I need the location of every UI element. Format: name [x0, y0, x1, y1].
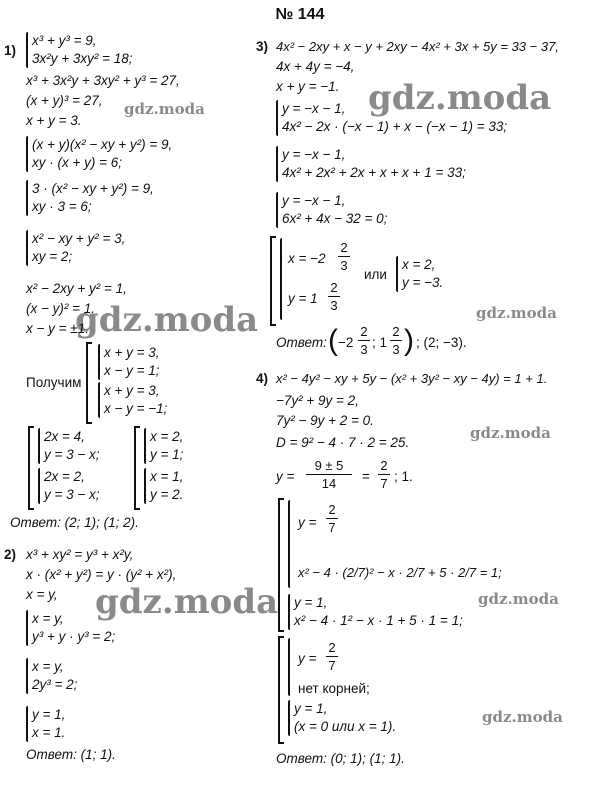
equation: (x + y)(x² − xy + y²) = 9,	[32, 137, 173, 152]
equation: y = −3.	[402, 275, 444, 290]
watermark: gdz.moda	[95, 582, 279, 622]
paren-close: )	[404, 324, 414, 357]
equation: x · (x² + y²) = y · (y² + x²),	[26, 567, 177, 582]
fraction: 9 ± 5 14	[306, 458, 352, 491]
equation: x³ + y³ = 9,	[32, 33, 97, 48]
equation: 4x + 4y = −4,	[276, 59, 355, 74]
equation: x³ + 3x²y + 3xy² + y³ = 27,	[26, 73, 180, 88]
equation: y =	[298, 651, 317, 666]
equation: x = y,	[32, 659, 64, 674]
set-bracket	[278, 498, 284, 632]
text-label: Получим	[26, 375, 82, 390]
equation: 4x² − 2xy + x − y + 2xy − 4x² + 3x + 5y = 33 − 37,	[276, 39, 559, 54]
system-brace	[26, 658, 28, 694]
equation: 3x²y + 3xy² = 18;	[32, 51, 133, 66]
equation: y = −x − 1,	[282, 193, 346, 208]
equation: x − y = −1;	[104, 401, 168, 416]
system-brace	[26, 32, 28, 68]
equation: y = 3 − x;	[44, 487, 100, 502]
equation: x + y = 3,	[104, 383, 160, 398]
equation: xy · 3 = 6;	[32, 199, 92, 214]
equation: y = 2.	[150, 487, 184, 502]
equation: x = 2,	[402, 257, 436, 272]
equation: 3 · (x² − xy + y²) = 9,	[32, 181, 154, 196]
answer: Ответ: (0; 1); (1; 1).	[276, 751, 405, 766]
system-brace	[396, 256, 398, 292]
part-number: 4)	[256, 371, 269, 386]
fraction: 2 3	[358, 324, 370, 357]
equation: x = −2	[288, 251, 326, 266]
equation: x + y = 3.	[26, 113, 82, 128]
answer: Ответ: (1; 1).	[26, 747, 116, 762]
text-no-roots: нет корней;	[298, 681, 370, 696]
watermark: gdz.moda	[124, 100, 205, 118]
system-brace	[288, 638, 290, 696]
system-brace	[38, 468, 40, 504]
watermark: gdz.moda	[478, 590, 559, 608]
system-brace	[38, 428, 40, 464]
equation: y =	[276, 469, 295, 484]
fraction: 2 3	[328, 280, 340, 313]
equation: (x − y)² = 1.	[26, 301, 96, 316]
system-brace	[98, 344, 100, 380]
system-brace	[276, 100, 278, 136]
equation: (x = 0 или x = 1).	[294, 719, 397, 734]
part-number: 3)	[256, 39, 269, 54]
equation: y = −x − 1,	[282, 101, 346, 116]
equation: x + y = −1.	[276, 79, 340, 94]
equation: x² − 4y² − xy + 5y − (x² + 3y² − xy − 4y) = 1 + 1.	[276, 371, 548, 386]
equation: 7y² − 9y + 2 = 0.	[276, 413, 374, 428]
equation: =	[362, 469, 370, 484]
system-brace	[288, 700, 290, 736]
watermark: gdz.moda	[470, 424, 551, 442]
equation: y = −x − 1,	[282, 147, 346, 162]
equation: (x + y)³ = 27,	[26, 93, 103, 108]
answer: Ответ: (2; 1); (1; 2).	[10, 515, 139, 530]
equation: 2y³ = 2;	[32, 677, 78, 692]
fraction: 2 3	[390, 324, 402, 357]
system-brace	[276, 146, 278, 182]
set-bracket	[270, 236, 276, 326]
problem-number: № 144	[275, 6, 325, 23]
system-brace	[144, 468, 146, 504]
equation: xy = 2;	[32, 249, 73, 264]
answer-value: ; (2; −3).	[416, 335, 467, 350]
equation: x = y,	[26, 587, 58, 602]
system-brace	[144, 428, 146, 464]
equation: y = 1,	[294, 595, 328, 610]
equation: xy · (x + y) = 6;	[32, 155, 123, 170]
equation: x + y = 3,	[104, 345, 160, 360]
equation: y = 1;	[150, 447, 184, 462]
system-brace	[26, 706, 28, 742]
fraction: 2 7	[378, 458, 390, 491]
system-brace	[26, 610, 28, 646]
equation: −7y² + 9y = 2,	[276, 393, 359, 408]
equation: x − y = 1;	[104, 363, 160, 378]
equation: x = y,	[32, 611, 64, 626]
equation: 4x² + 2x² + 2x + x + x + 1 = 33;	[282, 165, 466, 180]
equation: 6x² + 4x − 32 = 0;	[282, 211, 388, 226]
equation: x² − 4 · (2/7)² − x · 2/7 + 5 · 2/7 = 1;	[298, 565, 502, 580]
set-bracket	[28, 426, 34, 510]
answer-value: ; 1	[372, 335, 388, 350]
set-bracket	[278, 636, 284, 744]
set-bracket	[134, 426, 140, 510]
system-brace	[288, 500, 290, 588]
system-brace	[98, 382, 100, 418]
equation: 2x = 2,	[44, 469, 85, 484]
paren-open: (	[328, 324, 338, 357]
part-number: 2)	[4, 547, 17, 562]
system-brace	[280, 238, 282, 320]
equation: x² − 4 · 1² − x · 1 + 5 · 1 = 1;	[294, 613, 463, 628]
equation: y = 1,	[294, 701, 328, 716]
equation: x² − 2xy + y² = 1,	[26, 281, 127, 296]
equation: ; 1.	[394, 469, 413, 484]
equation: x = 2,	[150, 429, 184, 444]
watermark: gdz.moda	[368, 78, 552, 118]
watermark: gdz.moda	[482, 708, 563, 726]
equation: D = 9² − 4 · 7 · 2 = 25.	[276, 435, 410, 450]
answer-label: Ответ:	[276, 335, 327, 350]
equation: 2x = 4,	[44, 429, 85, 444]
equation: y = 3 − x;	[44, 447, 100, 462]
system-brace	[26, 136, 28, 172]
fraction: 2 7	[326, 640, 338, 673]
fraction: 2 3	[338, 240, 350, 273]
equation: x² − xy + y² = 3,	[32, 231, 126, 246]
equation: y =	[298, 515, 317, 530]
equation: x = 1.	[32, 725, 66, 740]
equation: 4x² − 2x · (−x − 1) + x − (−x − 1) = 33;	[282, 119, 508, 134]
system-brace	[26, 180, 28, 216]
equation: y³ + y · y³ = 2;	[32, 629, 116, 644]
watermark: gdz.moda	[476, 304, 557, 322]
equation: x = 1,	[150, 469, 184, 484]
equation: x³ + xy² = y³ + x²y,	[26, 547, 134, 562]
set-bracket	[86, 342, 92, 424]
system-brace	[26, 230, 28, 266]
system-brace	[288, 594, 290, 630]
equation: y = 1,	[32, 707, 66, 722]
equation: y = 1	[288, 291, 318, 306]
watermark: gdz.moda	[75, 300, 259, 340]
fraction: 2 7	[326, 502, 338, 535]
system-brace	[276, 192, 278, 228]
part-number: 1)	[4, 43, 17, 58]
answer-value: −2	[338, 335, 354, 350]
text-or: или	[364, 267, 387, 282]
equation: x − y = ±1.	[26, 321, 89, 336]
